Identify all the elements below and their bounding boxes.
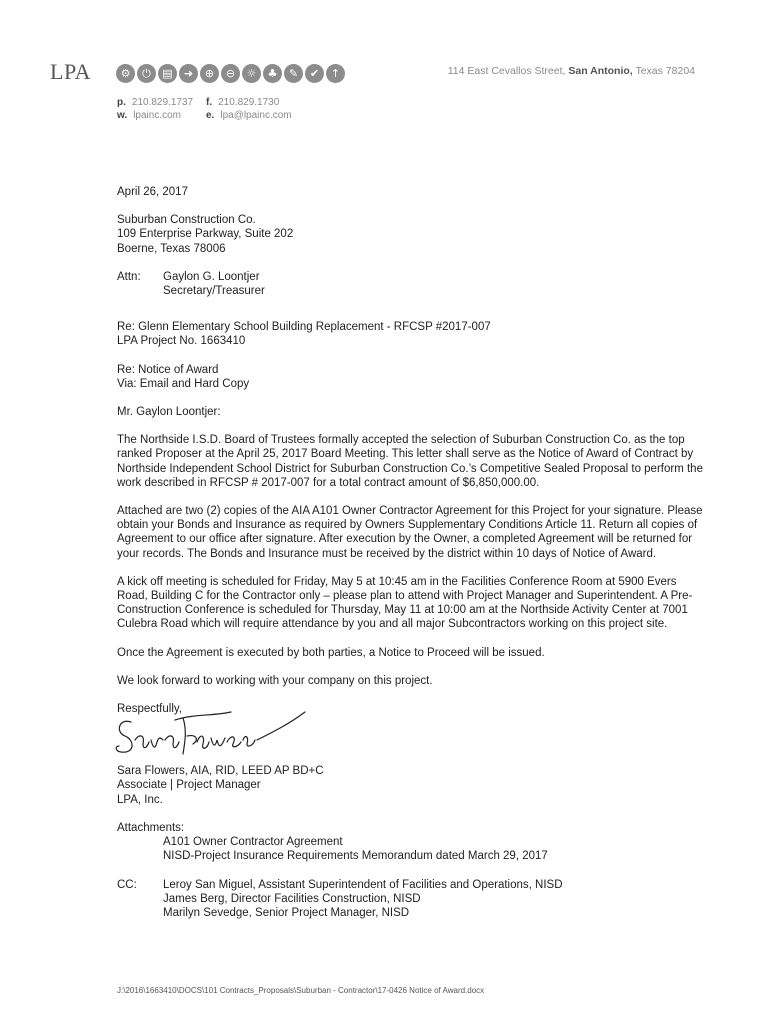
signer-company: LPA, Inc. [117, 793, 163, 806]
signature [117, 716, 707, 764]
tree-icon: ♣ [263, 64, 282, 83]
pencil-icon: ✎ [284, 64, 303, 83]
power-icon: ⏻ [137, 64, 156, 83]
phone-label: p. [117, 97, 126, 108]
paragraph: Once the Agreement is executed by both parties, a Notice to Proceed will be issued. [117, 646, 545, 659]
letterhead-address [448, 65, 695, 77]
file-path-footer: J:\2016\1663410\DOCS\101 Contracts_Proposals\Suburban - Contractor\17-0426 Notice of Award.docx [117, 986, 485, 995]
paragraph: Attached are two (2) copies of the AIA A101 Owner Contractor Agreement for this Project for your signature. Please obtain your Bonds and Insurance as required by Owners Supplementary Conditions Article 11. Return all copies of Agreement to our office after signature. After execution by the Owner, a completed Agreement will be returned for your records. The Bonds and Insurance must be received by the district within 10 days of Notice of Award. [117, 505, 703, 560]
salutation: Mr. Gaylon Loontjer: [117, 406, 221, 419]
zoom-in-icon: ⊕ [200, 64, 219, 83]
attn-label: Attn: [117, 270, 141, 283]
attachment-item: NISD-Project Insurance Requirements Memorandum dated March 29, 2017 [163, 850, 548, 863]
check-icon: ✔ [305, 64, 324, 83]
paragraph: We look forward to working with your company on this project. [117, 674, 433, 687]
fax-number: 210.829.1730 [218, 97, 280, 108]
attn-block [117, 270, 707, 298]
email-link[interactable]: lpa@lpainc.com [220, 110, 292, 121]
attn-title: Secretary/Treasurer [163, 285, 265, 298]
address-state: Texas 78204 [635, 65, 695, 77]
via-line: Via: Email and Hard Copy [117, 377, 250, 390]
letter-body [117, 185, 707, 920]
contact-left [117, 96, 193, 122]
signature-image [113, 710, 313, 762]
zoom-out-icon: ⊖ [221, 64, 240, 83]
up-arrow-icon: ↑ [326, 64, 345, 83]
contact-right [206, 96, 292, 122]
letter-date: April 26, 2017 [117, 186, 188, 198]
cc-item: Leroy San Miguel, Assistant Superintendent of Facilities and Operations, NISD [163, 878, 563, 891]
attachment-item: A101 Owner Contractor Agreement [163, 836, 343, 849]
paragraph: A kick off meeting is scheduled for Friday, May 5 at 10:45 am in the Facilities Conference Room at 5900 Evers Road, Building C for the Contractor only – please plan to attend with Project Manager and Superintendent. A Pre-Construction Conference is scheduled for Thursday, May 11 at 10:00 am at the Northside Activity Center at 7001 Culebra Road which will require attendance by you and all major Subcontractors working on this project site. [117, 575, 693, 631]
recipient-line: Suburban Construction Co. [117, 214, 256, 227]
sun-icon: ☼ [242, 64, 261, 83]
document-icon: ▤ [158, 64, 177, 83]
recipient-line: 109 Enterprise Parkway, Suite 202 [117, 228, 294, 241]
fax-label: f. [206, 97, 213, 108]
address-city: San Antonio, [568, 65, 633, 77]
recipient-line: Boerne, Texas 78006 [117, 242, 226, 255]
re-project-line: Re: Glenn Elementary School Building Replacement - RFCSP #2017-007 [117, 321, 491, 334]
paragraph: The Northside I.S.D. Board of Trustees formally accepted the selection of Suburban Construction Co. as the top ranked Proposer at the April 25, 2017 Board Meeting. This letter shall serve as the Notice of Award of Contract by Northside Independent School District for Suburban Construction Co.’s Competitive Sealed Proposal to perform the work described in RFCSP # 2017-007 for a total contract amount of $6,850,000.00. [117, 434, 703, 489]
gear-icon: ⚙ [116, 64, 135, 83]
closing: Respectfully, [117, 703, 182, 716]
attn-name: Gaylon G. Loontjer [163, 270, 260, 283]
company-logo: LPA [50, 59, 92, 84]
arrow-icon: ➜ [179, 64, 198, 83]
phone-number: 210.829.1737 [131, 97, 194, 108]
email-label: e. [206, 110, 215, 121]
web-label: w. [117, 110, 128, 121]
attachments-label: Attachments: [117, 821, 185, 834]
cc-item: Marilyn Sevedge, Senior Project Manager, NISD [163, 906, 410, 919]
cc-block [117, 878, 707, 921]
cc-label: CC: [117, 878, 137, 891]
letterhead-icon-strip [116, 64, 345, 83]
re-subject-line: Re: Notice of Award [117, 363, 219, 376]
website-link[interactable]: lpainc.com [133, 110, 181, 121]
signer-name: Sara Flowers, AIA, RID, LEED AP BD+C [117, 765, 324, 778]
address-street: 114 East Cevallos Street, [447, 65, 566, 77]
re-project-number: LPA Project No. 1663410 [117, 335, 246, 348]
cc-item: James Berg, Director Facilities Construction, NISD [163, 892, 421, 905]
signer-title: Associate | Project Manager [117, 779, 261, 792]
